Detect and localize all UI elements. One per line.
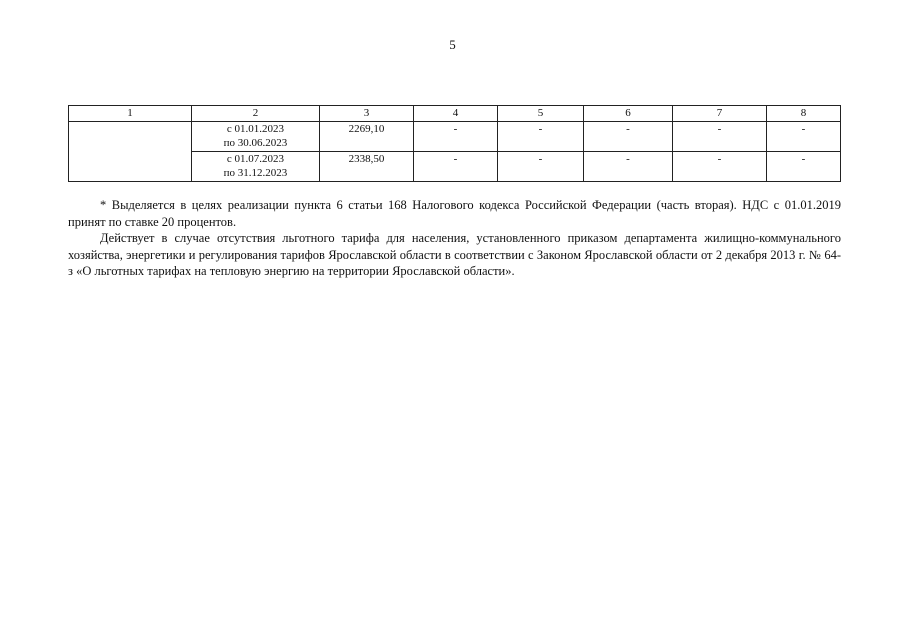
table-cell: - (414, 152, 498, 182)
table-cell: - (584, 152, 673, 182)
table-cell: - (673, 152, 767, 182)
table-cell: - (767, 122, 841, 152)
table-cell-empty (69, 122, 192, 182)
footnote-block (68, 197, 841, 280)
table-cell: - (584, 122, 673, 152)
period-cell (192, 122, 320, 152)
period-to: по 30.06.2023 (223, 137, 288, 149)
period-from: с 01.07.2023 (226, 153, 285, 165)
tariff-table (68, 105, 841, 182)
column-header: 2 (192, 106, 320, 122)
table-cell: - (673, 122, 767, 152)
page-number: 5 (449, 37, 456, 52)
column-header: 1 (69, 106, 192, 122)
table-cell: - (498, 152, 584, 182)
table-cell: - (767, 152, 841, 182)
column-header: 6 (584, 106, 673, 122)
table-cell: - (498, 122, 584, 152)
vat-footnote: * Выделяется в целях реализации пункта 6 статьи 168 Налогового кодекса Российской Федерации (часть вторая). НДС с 01.01.2019 принят по ставке 20 процентов. (68, 198, 841, 229)
column-header: 5 (498, 106, 584, 122)
column-header: 7 (673, 106, 767, 122)
tariff-value: 2269,10 (320, 122, 414, 152)
column-header: 4 (414, 106, 498, 122)
column-header: 3 (320, 106, 414, 122)
column-header: 8 (767, 106, 841, 122)
period-cell (192, 152, 320, 182)
table-row (69, 122, 841, 152)
applicability-note: Действует в случае отсутствия льготного тарифа для населения, установленного приказом департамента жилищно-коммунального хозяйства, энергетики и регулирования тарифов Ярославской области в соответствии с Законом Ярославской области от 2 декабря 2013 г. № 64-з «О льготных тарифах на тепловую энергию на территории Ярославской области». (68, 231, 841, 278)
tariff-value: 2338,50 (320, 152, 414, 182)
period-to: по 31.12.2023 (223, 167, 288, 179)
period-from: с 01.01.2023 (226, 123, 285, 135)
table-header-row (69, 106, 841, 122)
table-cell: - (414, 122, 498, 152)
